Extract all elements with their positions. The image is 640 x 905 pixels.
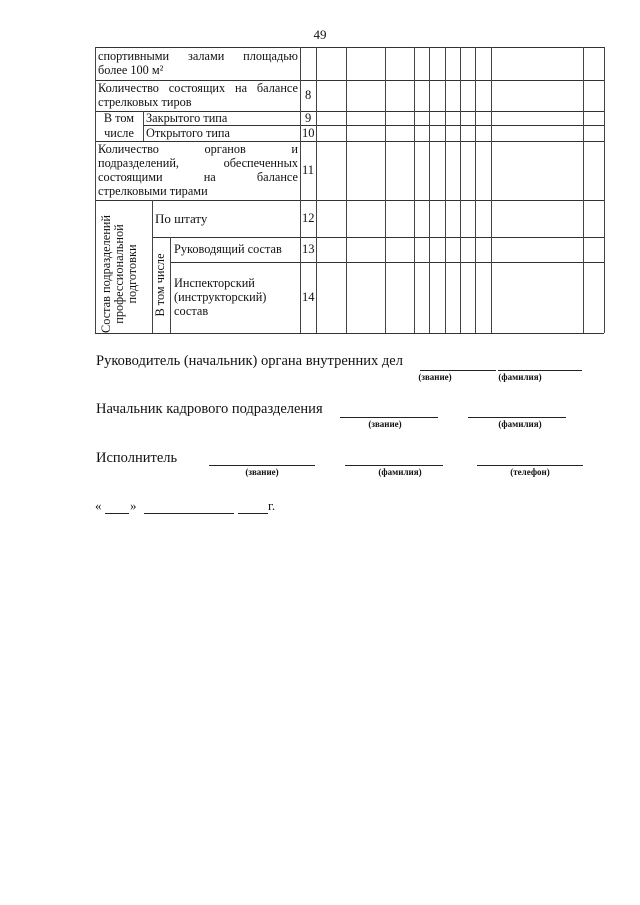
row-divider [152,237,604,238]
caption-rank: (звание) [418,372,452,382]
vertical-group-label-line: профессиональной [112,224,126,324]
rank-line[interactable] [209,465,315,466]
date-close-quote: » [130,498,137,513]
vertical-group-label-line: подготовки [125,244,139,304]
row-label-line: состоящими на балансе [98,170,298,184]
row-divider [170,262,604,263]
col-divider [170,237,171,333]
row-label-line: стрелковыми тирами [98,184,208,198]
row-number: 11 [302,163,315,177]
col-divider [385,47,386,333]
row-label: По штату [155,211,208,226]
year-line[interactable] [238,513,268,514]
row-label-line: состав [174,304,209,318]
caption-rank: (звание) [368,419,402,429]
signature-label: Исполнитель [96,450,178,466]
col-divider [460,47,461,333]
row-number: 10 [302,126,315,140]
row-number: 12 [302,211,315,225]
year-suffix: г. [268,498,276,513]
col-divider [429,47,430,333]
row-label-line: Инспекторский [174,276,255,290]
signature-label: Руководитель (начальник) органа внутренних дел [96,353,403,369]
row-label: Руководящий состав [174,242,282,256]
row-number: 14 [302,290,315,304]
group-label: В том [103,111,135,125]
col-divider [491,47,492,333]
row-divider [95,200,604,201]
table-border-bottom [95,333,604,334]
row-label-line: Количество состоящих на балансе [98,81,298,95]
caption-name: (фамилия) [498,419,542,429]
phone-line[interactable] [477,465,583,466]
col-divider [346,47,347,333]
group-label: числе [104,126,134,140]
col-divider [316,47,317,333]
table-border-left [95,47,96,333]
month-line[interactable] [144,513,234,514]
vertical-group-label-line: Состав подразделений [99,215,113,333]
caption-rank: (звание) [245,467,279,477]
signature-label: Начальник кадрового подразделения [96,401,323,417]
day-line[interactable] [105,513,129,514]
rank-line[interactable] [420,370,496,371]
col-divider [414,47,415,333]
name-line[interactable] [498,370,582,371]
row-label-line: (инструкторский) [174,290,267,304]
row-label-line: более 100 м² [98,63,164,77]
table-border-top [95,47,604,48]
table-border-right [604,47,605,333]
row-label-line: подразделений, обеспеченных [98,156,298,170]
rank-line[interactable] [340,417,438,418]
vertical-subgroup-label: В том числе [153,253,167,317]
col-divider [445,47,446,333]
row-label: Открытого типа [146,126,230,140]
caption-name: (фамилия) [378,467,422,477]
caption-name: (фамилия) [498,372,542,382]
col-divider [300,47,301,333]
page-number: 49 [313,27,327,42]
row-label-line: стрелковых тиров [98,95,192,109]
row-number: 8 [305,88,312,102]
caption-phone: (телефон) [510,467,550,477]
col-divider [475,47,476,333]
date-open-quote: « [95,498,102,513]
row-label-line: спортивными залами площадью [98,49,298,63]
col-divider [583,47,584,333]
vertical-group-label [100,208,148,340]
name-line[interactable] [345,465,443,466]
row-number: 13 [302,242,315,256]
col-divider [143,111,144,141]
row-label-line: Количество органов и [98,142,298,156]
name-line[interactable] [468,417,566,418]
row-number: 9 [305,111,312,125]
row-label: Закрытого типа [146,111,228,125]
